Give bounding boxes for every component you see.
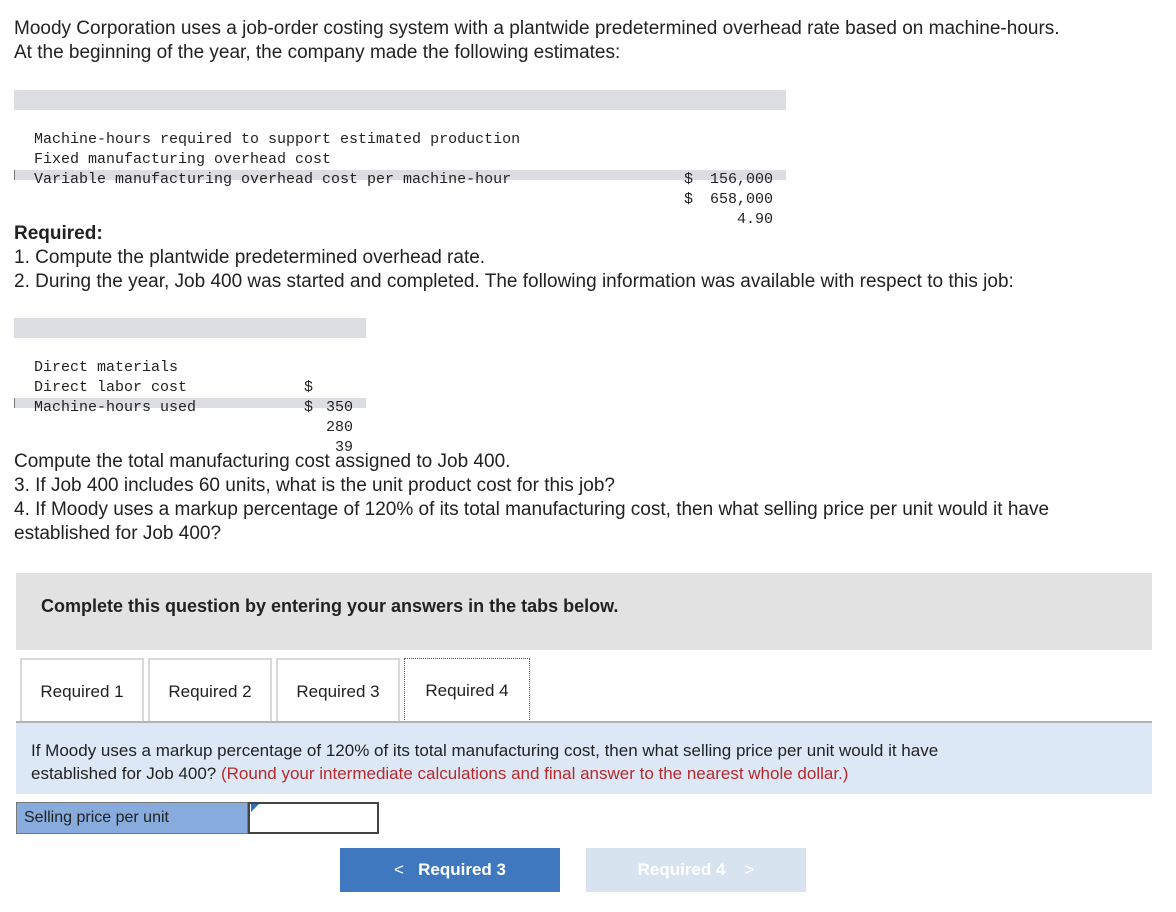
- rounding-instruction: (Round your intermediate calculations and final answer to the nearest whole dollar.): [220, 764, 849, 783]
- currency-symbol: $: [684, 191, 694, 208]
- tab-required-4[interactable]: [404, 658, 530, 722]
- row-value: 39: [334, 439, 353, 456]
- tab-required-1[interactable]: [20, 658, 144, 722]
- question-line-1: If Moody uses a markup percentage of 120% of its total manufacturing cost, then what selling price per unit would it have: [31, 741, 939, 760]
- currency-symbol: $: [684, 171, 694, 188]
- followup-line-3: 4. If Moody uses a markup percentage of 120% of its total manufacturing cost, then what selling price per unit would it have: [14, 499, 1050, 520]
- tab-label: Required 1: [40, 682, 124, 701]
- row-value: 350: [325, 399, 353, 416]
- chevron-right-icon: >: [744, 860, 755, 879]
- followup-line-4: established for Job 400?: [14, 523, 222, 544]
- row-label: Direct labor cost: [34, 379, 188, 396]
- currency-symbol: $: [304, 379, 314, 396]
- selling-price-label: Selling price per unit: [16, 802, 248, 834]
- followup-line-2: 3. If Job 400 includes 60 units, what is the unit product cost for this job?: [14, 475, 615, 496]
- next-required-4-button[interactable]: [586, 848, 806, 892]
- banner-text: Complete this question by entering your answers in the tabs below.: [41, 596, 619, 616]
- estimates-table: [14, 90, 786, 228]
- question-line-2: established for Job 400?: [31, 764, 217, 783]
- row-label: Machine-hours used: [34, 399, 197, 416]
- row-value: 280: [325, 419, 353, 436]
- tab-label: Required 4: [425, 681, 509, 700]
- row-label: Direct materials: [34, 359, 179, 376]
- tab-required-2[interactable]: [148, 658, 272, 722]
- row-value: 4.90: [736, 211, 773, 228]
- row-label: Variable manufacturing overhead cost per machine-hour: [34, 171, 512, 188]
- row-value: 658,000: [709, 191, 773, 208]
- row-value: 156,000: [709, 171, 773, 188]
- prev-required-3-button[interactable]: [340, 848, 560, 892]
- tab-label: Required 2: [168, 682, 252, 701]
- row-label: Fixed manufacturing overhead cost: [34, 151, 332, 168]
- job-table: [14, 318, 366, 456]
- chevron-left-icon: <: [394, 860, 404, 879]
- instructions-banner: [16, 573, 1152, 650]
- question-panel: [16, 723, 1152, 794]
- next-button-label: Required 4: [637, 860, 726, 879]
- currency-symbol: $: [304, 399, 314, 416]
- tab-required-3[interactable]: [276, 658, 400, 722]
- required-item-1: 1. Compute the plantwide predetermined overhead rate.: [14, 247, 486, 268]
- tab-label: Required 3: [296, 682, 380, 701]
- row-label: Machine-hours required to support estimated production: [34, 131, 521, 148]
- intro-line-1: Moody Corporation uses a job-order costing system with a plantwide predetermined overhead rate based on machine-hours.: [14, 18, 1060, 39]
- followup-line-1: Compute the total manufacturing cost assigned to Job 400.: [14, 451, 511, 472]
- question-text: [31, 739, 1131, 785]
- required-heading: Required:: [14, 223, 103, 244]
- input-flag-icon: [251, 804, 259, 812]
- selling-price-input[interactable]: [248, 802, 379, 834]
- intro-line-2: At the beginning of the year, the company made the following estimates:: [14, 42, 621, 63]
- required-item-2: 2. During the year, Job 400 was started and completed. The following information was available with respect to this job:: [14, 271, 1014, 292]
- prev-button-label: Required 3: [418, 860, 506, 879]
